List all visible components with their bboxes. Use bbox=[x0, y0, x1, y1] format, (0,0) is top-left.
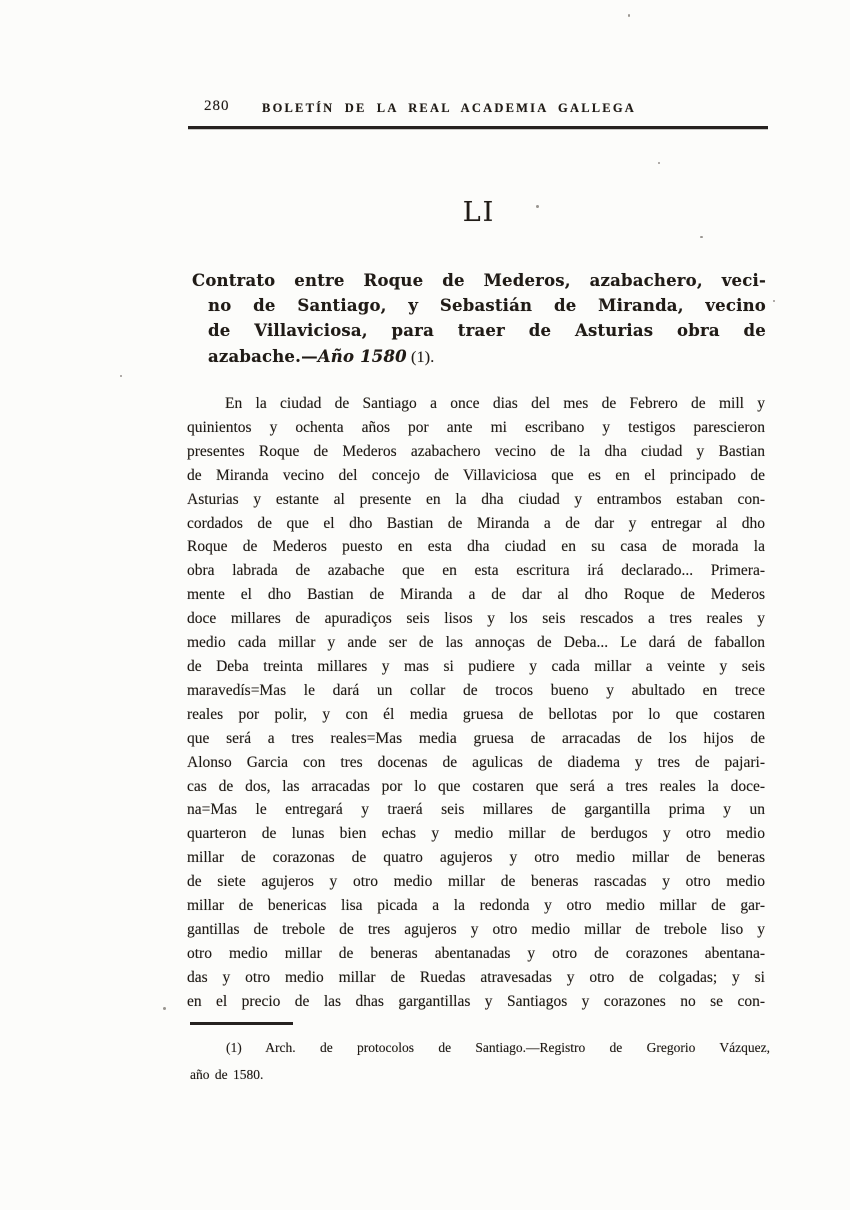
body-line: que será a tres reales=Mas media gruesa de arracadas de los hijos de bbox=[187, 729, 765, 747]
document-heading bbox=[192, 268, 766, 370]
journal-title: BOLETÍN DE LA REAL ACADEMIA GALLEGA bbox=[262, 101, 636, 115]
body-line: quinientos y ochenta años por ante mi escribano y testigos parescieron bbox=[187, 418, 765, 436]
body-line: millar de benericas lisa picada a la redonda y otro medio millar de gar- bbox=[187, 897, 765, 915]
scan-speck bbox=[120, 375, 122, 377]
heading-footnote-ref: (1). bbox=[406, 348, 435, 366]
body-line: doce millares de apuradiços seis lisos y los seis rescados a tres reales y bbox=[187, 610, 765, 628]
footnote-line-1: (1) Arch. de protocolos de Santiago.—Registro de Gregorio Vázquez, bbox=[226, 1040, 770, 1055]
heading-year: Año 1580 bbox=[317, 346, 407, 366]
header-rule bbox=[188, 126, 768, 129]
scan-speck bbox=[658, 162, 660, 164]
body-line: Roque de Mederos puesto en esta dha ciudad en su casa de morada la bbox=[187, 538, 765, 556]
heading-title-end: azabache.— bbox=[208, 346, 318, 366]
body-line: maravedís=Mas le dará un collar de trocos bueno y abultado en trece bbox=[187, 681, 765, 699]
footnote-line-2: año de 1580. bbox=[190, 1067, 264, 1082]
scan-speck bbox=[536, 205, 539, 208]
heading-line: no de Santiago, y Sebastián de Miranda, vecino bbox=[208, 296, 766, 316]
body-line: medio cada millar y ande ser de las annoças de Deba... Le dará de faballon bbox=[187, 634, 765, 652]
body-line: reales por polir, y con él media gruesa de bellotas por lo que costaren bbox=[187, 705, 765, 723]
footnote-rule bbox=[190, 1022, 293, 1025]
body-line: otro medio millar de beneras abentanadas y otro de corazones abentana- bbox=[187, 944, 765, 962]
heading-line: Contrato entre Roque de Mederos, azabachero, veci- bbox=[192, 271, 766, 290]
body-line: en el precio de las dhas gargantillas y Santiagos y corazones no se con- bbox=[187, 992, 765, 1010]
body-line: Alonso Garcia con tres docenas de agulicas de diadema y tres de pajari- bbox=[187, 753, 765, 771]
body-line: gantillas de trebole de tres agujeros y otro medio millar de trebole liso y bbox=[187, 920, 765, 938]
body-line: obra labrada de azabache que en esta escritura irá declarado... Primera- bbox=[187, 562, 765, 580]
body-line: millar de corazonas de quatro agujeros y otro medio millar de beneras bbox=[187, 849, 765, 867]
heading-lines bbox=[192, 268, 766, 344]
body-line: presentes Roque de Mederos azabachero vecino de la dha ciudad y Bastian bbox=[187, 442, 765, 460]
body-paragraph bbox=[187, 392, 765, 1014]
scan-speck bbox=[700, 236, 703, 238]
body-line: cordados de que el dho Bastian de Miranda a de dar y entregar al dho bbox=[187, 514, 765, 532]
body-line: de Deba treinta millares y mas si pudiere y cada millar a veinte y seis bbox=[187, 657, 765, 675]
heading-last-line bbox=[208, 344, 766, 370]
section-number: LI bbox=[462, 197, 496, 228]
body-line: En la ciudad de Santiago a once dias del mes de Febrero de mill y bbox=[225, 395, 765, 412]
scan-speck bbox=[163, 1007, 166, 1010]
scan-speck bbox=[773, 300, 775, 302]
scan-speck bbox=[628, 14, 630, 17]
body-line: das y otro medio millar de Ruedas atravesadas y otro de colgadas; y si bbox=[187, 968, 765, 986]
body-line: Asturias y estante al presente en la dha ciudad y entrambos estaban con- bbox=[187, 490, 765, 508]
page-number: 280 bbox=[204, 98, 230, 114]
footnote bbox=[190, 1034, 770, 1088]
body-line: de siete agujeros y otro medio millar de beneras rascadas y otro medio bbox=[187, 873, 765, 891]
body-line: na=Mas le entregará y traerá seis millares de gargantilla prima y un bbox=[187, 801, 765, 819]
body-line: de Miranda vecino del concejo de Villaviciosa que es en el principado de bbox=[187, 466, 765, 484]
body-line: quarteron de lunas bien echas y medio millar de berdugos y otro medio bbox=[187, 825, 765, 843]
heading-line: de Villaviciosa, para traer de Asturias obra de bbox=[208, 321, 766, 341]
body-line: mente el dho Bastian de Miranda a de dar al dho Roque de Mederos bbox=[187, 586, 765, 604]
body-line: cas de dos, las arracadas por lo que costaren que será a tres reales la doce- bbox=[187, 777, 765, 795]
